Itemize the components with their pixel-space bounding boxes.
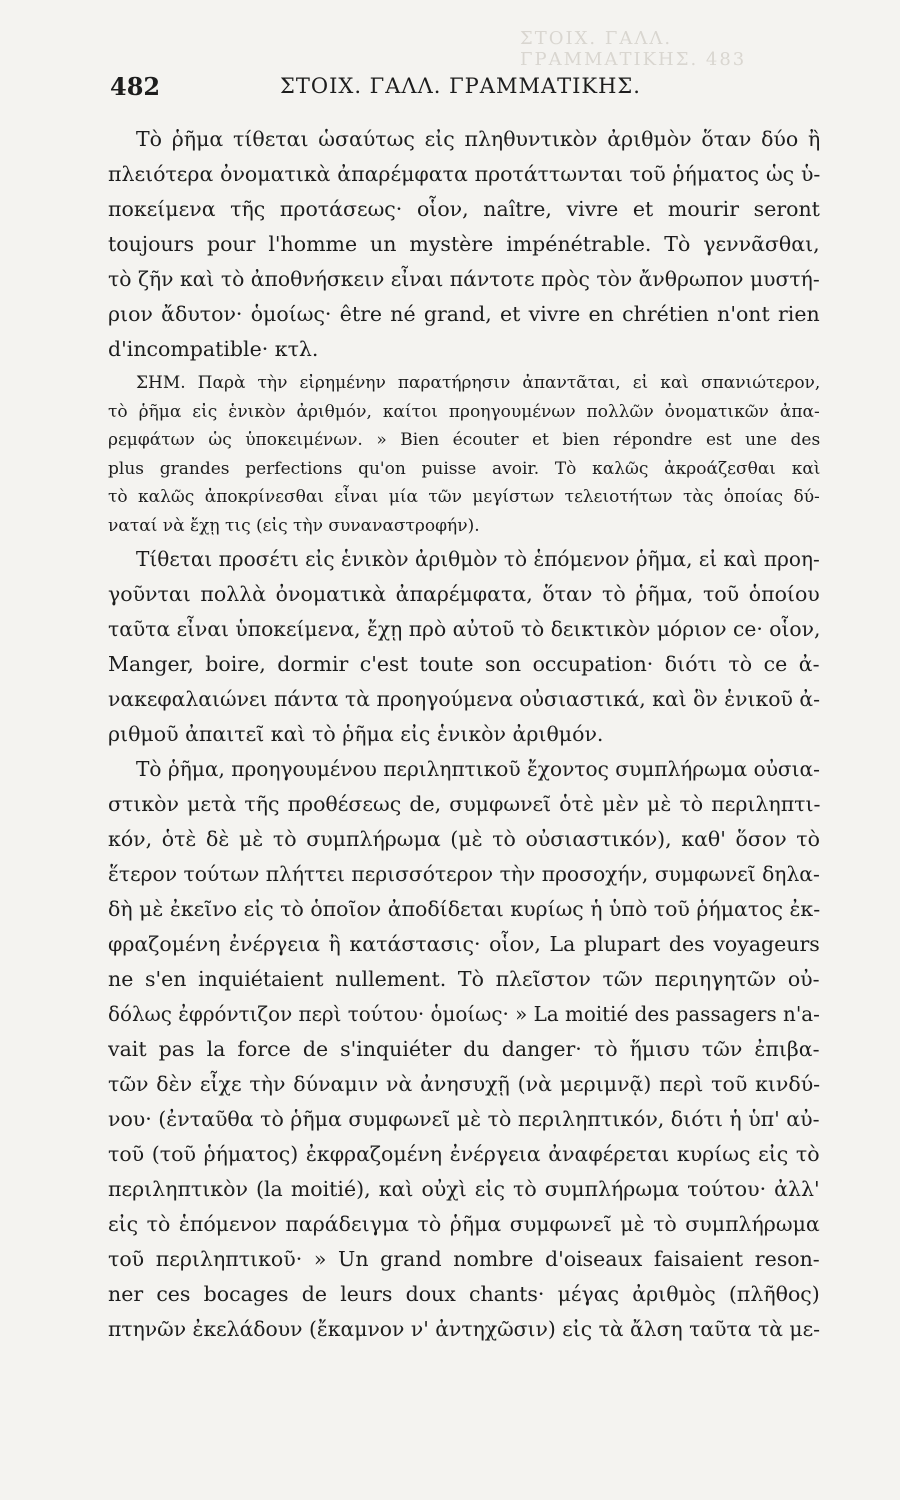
text-line: Τὸ ῥῆμα τίθεται ὡσαύτως εἰς πληθυντικὸν ἀριθμὸν ὅταν δύο ἢ (136, 127, 820, 151)
page-header (110, 72, 820, 112)
text-line: vait pas la force de s'inquiéter du danger· τὸ ἥμισυ τῶν ἐπιβα- (108, 1037, 820, 1061)
body-text (108, 122, 820, 1347)
text-line: δὴ μὲ ἐκεῖνο εἰς τὸ ὁποῖον ἀποδίδεται κυρίως ἡ ὑπὸ τοῦ ῥήματος ἐκ- (108, 897, 820, 921)
text-line: ne s'en inquiétaient nullement. Τὸ πλεῖστον τῶν περιηγητῶν οὐ- (108, 967, 820, 991)
text-line: ριον ἄδυτον· ὁμοίως· être né grand, et vivre en chrétien n'ont rien (108, 302, 820, 326)
text-line: γοῦνται πολλὰ ὀνοματικὰ ἀπαρέμφατα, ὅταν τὸ ῥῆμα, τοῦ ὁποίου (108, 582, 820, 606)
text-line: τοῦ περιληπτικοῦ· » Un grand nombre d'oiseaux faisaient reson- (108, 1247, 820, 1271)
text-line: πτηνῶν ἐκελάδουν (ἔκαμνον ν' ἀντηχῶσιν) εἰς τὰ ἄλση ταῦτα τὰ με- (108, 1317, 820, 1341)
paragraph (108, 122, 820, 367)
text-line: τὸ ζῆν καὶ τὸ ἀποθνήσκειν εἶναι πάντοτε πρὸς τὸν ἄνθρωπον μυστή- (108, 267, 820, 291)
note-line: τὸ καλῶς ἀποκρίνεσθαι εἶναι μία τῶν μεγίστων τελειοτήτων τὰς ὁποίας δύ- (108, 487, 820, 507)
bleed-through-text: ΣΤΟΙΧ. ΓΑΛΛ. ΓΡΑΜΜΑΤΙΚΗΣ. 483 (520, 28, 747, 70)
text-line: τοῦ (τοῦ ῥήματος) ἐκφραζομένη ἐνέργεια ἀναφέρεται κυρίως εἰς τὸ (108, 1142, 820, 1166)
note-paragraph (108, 369, 820, 540)
text-line: κόν, ὁτὲ δὲ μὲ τὸ συμπλήρωμα (μὲ τὸ οὐσιαστικόν), καθ' ὅσον τὸ (108, 827, 820, 851)
note-line: plus grandes perfections qu'on puisse avoir. Τὸ καλῶς ἀκροάζεσθαι καὶ (108, 458, 820, 479)
text-line: ἕτερον τούτων πλήττει περισσότερον τὴν προσοχήν, συμφωνεῖ δηλα- (108, 862, 820, 886)
note-line: ΣΗΜ. Παρὰ τὴν εἰρημένην παρατήρησιν ἀπαντᾶται, εἰ καὶ σπανιώτερον, (136, 373, 820, 393)
text-line: δόλως ἐφρόντιζον περὶ τούτου· ὁμοίως· » La moitié des passagers n'a- (108, 1002, 820, 1026)
note-line: ρεμφάτων ὡς ὑποκειμένων. » Bien écouter et bien répondre est une des (108, 430, 820, 450)
text-line: τῶν δὲν εἶχε τὴν δύναμιν νὰ ἀνησυχῇ (νὰ μεριμνᾷ) περὶ τοῦ κινδύ- (108, 1072, 820, 1096)
note-line: ναταί νὰ ἔχῃ τις (εἰς τὴν συναναστροφήν). (108, 515, 480, 536)
text-line: ριθμοῦ ἀπαιτεῖ καὶ τὸ ῥῆμα εἰς ἑνικὸν ἀριθμόν. (108, 722, 604, 746)
text-line: περιληπτικὸν (la moitié), καὶ οὐχὶ εἰς τὸ συμπλήρωμα τούτου· ἀλλ' (108, 1177, 820, 1201)
text-line: Manger, boire, dormir c'est toute son occupation· διότι τὸ ce ἀ- (108, 652, 820, 676)
text-line: toujours pour l'homme un mystère impénétrable. Τὸ γεννᾶσθαι, (108, 232, 820, 256)
text-line: πλειότερα ὀνοματικὰ ἀπαρέμφατα προτάττωνται τοῦ ῥήματος ὡς ὑ- (108, 162, 820, 186)
paragraph (108, 542, 820, 752)
note-line: τὸ ῥῆμα εἰς ἑνικὸν ἀριθμόν, καίτοι προηγουμένων πολλῶν ὀνοματικῶν ἀπα- (108, 401, 820, 422)
text-line: φραζομένη ἐνέργεια ἢ κατάστασις· οἷον, La plupart des voyageurs (108, 932, 820, 956)
page-number: 482 (110, 72, 161, 101)
text-line: Τίθεται προσέτι εἰς ἑνικὸν ἀριθμὸν τὸ ἑπόμενον ῥῆμα, εἰ καὶ προη- (136, 547, 820, 571)
text-line: στικὸν μετὰ τῆς προθέσεως de, συμφωνεῖ ὁτὲ μὲν μὲ τὸ περιληπτι- (108, 792, 820, 816)
text-line: νου· (ἐνταῦθα τὸ ῥῆμα συμφωνεῖ μὲ τὸ περιληπτικόν, διότι ἡ ὑπ' αὐ- (108, 1107, 820, 1131)
text-line: ταῦτα εἶναι ὑποκείμενα, ἔχῃ πρὸ αὐτοῦ τὸ δεικτικὸν μόριον ce· οἷον, (108, 617, 820, 641)
text-line: Τὸ ῥῆμα, προηγουμένου περιληπτικοῦ ἔχοντος συμπλήρωμα οὐσια- (136, 757, 820, 781)
text-line: ner ces bocages de leurs doux chants· μέγας ἀριθμὸς (πλῆθος) (108, 1282, 820, 1306)
running-title: ΣΤΟΙΧ. ΓΑΛΛ. ΓΡΑΜΜΑΤΙΚΗΣ. (280, 74, 641, 98)
text-line: νακεφαλαιώνει πάντα τὰ προηγούμενα οὐσιαστικά, καὶ ὃν ἑνικοῦ ἀ- (108, 687, 820, 711)
paragraph (108, 752, 820, 1347)
text-line: εἰς τὸ ἑπόμενον παράδειγμα τὸ ῥῆμα συμφωνεῖ μὲ τὸ συμπλήρωμα (108, 1212, 820, 1236)
text-line: d'incompatible· κτλ. (108, 337, 319, 361)
text-line: ποκείμενα τῆς προτάσεως· οἷον, naître, vivre et mourir seront (108, 197, 820, 221)
